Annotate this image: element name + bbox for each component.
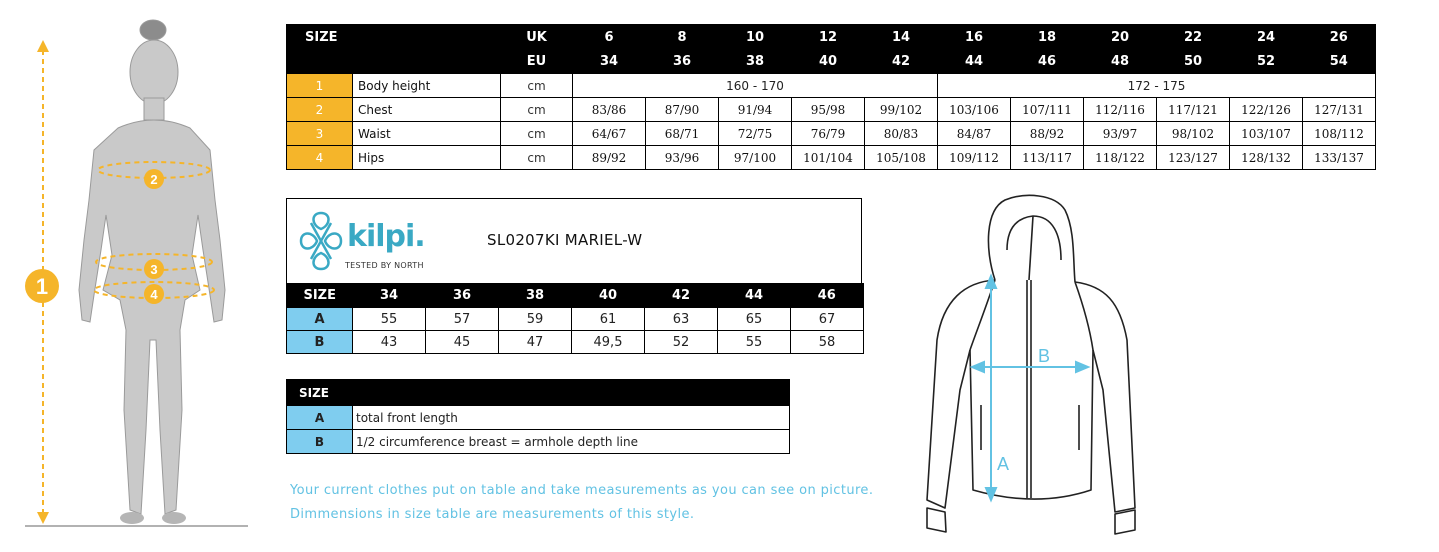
cell-value: 123/127 <box>1157 146 1230 170</box>
eu-size: 36 <box>646 49 719 74</box>
uk-size: 8 <box>646 25 719 50</box>
jacket-illustration <box>915 190 1145 535</box>
cell-value: 101/104 <box>792 146 865 170</box>
cell-value: 107/111 <box>1011 98 1084 122</box>
cell-value: 118/122 <box>1084 146 1157 170</box>
cell-value: 67 <box>791 308 864 331</box>
cell-value: 108/112 <box>1303 122 1376 146</box>
marker-3 <box>144 259 164 279</box>
uk-size: 22 <box>1157 25 1230 50</box>
instruction-note: Dimmensions in size table are measurements of this style. <box>290 507 695 522</box>
style-size: 38 <box>499 284 572 308</box>
cell-value: 47 <box>499 331 572 354</box>
legend-header-row <box>287 380 790 406</box>
eu-size: 38 <box>719 49 792 74</box>
cell-value: 133/137 <box>1303 146 1376 170</box>
style-size: 36 <box>426 284 499 308</box>
cell-value: 88/92 <box>1011 122 1084 146</box>
style-header-row <box>287 284 864 308</box>
style-measurement-table <box>286 283 864 354</box>
style-size: 40 <box>572 284 645 308</box>
uk-size: 18 <box>1011 25 1084 50</box>
jacket-label-a: A <box>997 454 1010 474</box>
kilpi-knot-logo-icon <box>297 207 345 275</box>
style-size: 44 <box>718 284 791 308</box>
cell-value: 103/106 <box>938 98 1011 122</box>
model-name: SL0207KI MARIEL-W <box>487 231 643 249</box>
row-unit: cm <box>501 146 573 170</box>
body-figure-illustration <box>0 0 260 552</box>
row-number: 3 <box>287 122 353 146</box>
row-label: B <box>287 331 353 354</box>
cell-value: 68/71 <box>646 122 719 146</box>
cell-value: 97/100 <box>719 146 792 170</box>
eu-size: 48 <box>1084 49 1157 74</box>
uk-size: 26 <box>1303 25 1376 50</box>
cell-value: 87/90 <box>646 98 719 122</box>
style-size: 34 <box>353 284 426 308</box>
eu-size: 54 <box>1303 49 1376 74</box>
marker-2 <box>144 169 164 189</box>
cell-value: 45 <box>426 331 499 354</box>
cell-value: 58 <box>791 331 864 354</box>
cell-value: 117/121 <box>1157 98 1230 122</box>
cell-value: 89/92 <box>573 146 646 170</box>
table-row-b <box>287 331 864 354</box>
cell-value: 55 <box>718 331 791 354</box>
eu-size: 42 <box>865 49 938 74</box>
row-label: Body height <box>353 74 501 98</box>
row-label: Hips <box>353 146 501 170</box>
cell-value: 113/117 <box>1011 146 1084 170</box>
eu-size: 50 <box>1157 49 1230 74</box>
cell-value: 93/97 <box>1084 122 1157 146</box>
cell-value: 95/98 <box>792 98 865 122</box>
size-header-row-uk <box>287 25 1376 50</box>
row-number: 1 <box>287 74 353 98</box>
cell-value: 64/67 <box>573 122 646 146</box>
table-row-a <box>287 406 790 430</box>
marker-1 <box>25 269 59 303</box>
uk-size: 12 <box>792 25 865 50</box>
cell-value: 55 <box>353 308 426 331</box>
style-header-label: SIZE <box>287 284 353 308</box>
row-label: B <box>287 430 353 454</box>
row-description: 1/2 circumference breast = armhole depth line <box>353 430 790 454</box>
uk-size: 10 <box>719 25 792 50</box>
measurement-legend-table <box>286 379 790 454</box>
uk-label: UK <box>501 25 573 50</box>
brand-name: kilpi. <box>347 219 425 254</box>
uk-size: 20 <box>1084 25 1157 50</box>
cell-value: 57 <box>426 308 499 331</box>
row-label: Chest <box>353 98 501 122</box>
cell-value: 112/116 <box>1084 98 1157 122</box>
cell-value: 52 <box>645 331 718 354</box>
row-label: Waist <box>353 122 501 146</box>
cell-value: 93/96 <box>646 146 719 170</box>
eu-size: 46 <box>1011 49 1084 74</box>
row-unit: cm <box>501 98 573 122</box>
svg-text:2: 2 <box>150 172 158 187</box>
cell-value: 65 <box>718 308 791 331</box>
brand-tagline: TESTED BY NORTH <box>345 261 424 270</box>
jacket-label-b: B <box>1038 346 1051 366</box>
svg-text:1: 1 <box>35 274 49 299</box>
instruction-note: Your current clothes put on table and take measurements as you can see on picture. <box>290 483 874 498</box>
size-header-label: SIZE <box>287 25 501 50</box>
cell-value: 84/87 <box>938 122 1011 146</box>
table-row-body-height <box>287 74 1376 98</box>
table-row-chest <box>287 98 1376 122</box>
cell-value: 49,5 <box>572 331 645 354</box>
brand-box <box>286 198 862 284</box>
table-row-b <box>287 430 790 454</box>
row-description: total front length <box>353 406 790 430</box>
row-label: A <box>287 308 353 331</box>
svg-text:3: 3 <box>150 262 158 277</box>
cell-value: 109/112 <box>938 146 1011 170</box>
uk-size: 6 <box>573 25 646 50</box>
cell-value: 127/131 <box>1303 98 1376 122</box>
cell-value: 99/102 <box>865 98 938 122</box>
size-chart-table <box>286 24 1376 170</box>
row-number: 4 <box>287 146 353 170</box>
cell-value: 91/94 <box>719 98 792 122</box>
style-size: 42 <box>645 284 718 308</box>
table-row-waist <box>287 122 1376 146</box>
cell-value: 83/86 <box>573 98 646 122</box>
table-row-hips <box>287 146 1376 170</box>
cell-value: 72/75 <box>719 122 792 146</box>
style-size: 46 <box>791 284 864 308</box>
row-label: A <box>287 406 353 430</box>
eu-size: 52 <box>1230 49 1303 74</box>
marker-4 <box>144 284 164 304</box>
eu-size: 40 <box>792 49 865 74</box>
cell-value: 76/79 <box>792 122 865 146</box>
cell-value: 63 <box>645 308 718 331</box>
table-row-a <box>287 308 864 331</box>
size-header-row-eu <box>287 49 1376 74</box>
cell-value: 43 <box>353 331 426 354</box>
uk-size: 16 <box>938 25 1011 50</box>
cell-value: 128/132 <box>1230 146 1303 170</box>
height-range: 160 - 170 <box>573 74 938 98</box>
legend-header-label: SIZE <box>287 380 790 406</box>
eu-size: 34 <box>573 49 646 74</box>
row-unit: cm <box>501 74 573 98</box>
eu-size: 44 <box>938 49 1011 74</box>
cell-value: 103/107 <box>1230 122 1303 146</box>
row-number: 2 <box>287 98 353 122</box>
cell-value: 80/83 <box>865 122 938 146</box>
row-unit: cm <box>501 122 573 146</box>
height-range: 172 - 175 <box>938 74 1376 98</box>
cell-value: 59 <box>499 308 572 331</box>
svg-text:4: 4 <box>150 287 158 302</box>
cell-value: 98/102 <box>1157 122 1230 146</box>
cell-value: 122/126 <box>1230 98 1303 122</box>
eu-label: EU <box>501 49 573 74</box>
cell-value: 105/108 <box>865 146 938 170</box>
uk-size: 24 <box>1230 25 1303 50</box>
uk-size: 14 <box>865 25 938 50</box>
cell-value: 61 <box>572 308 645 331</box>
